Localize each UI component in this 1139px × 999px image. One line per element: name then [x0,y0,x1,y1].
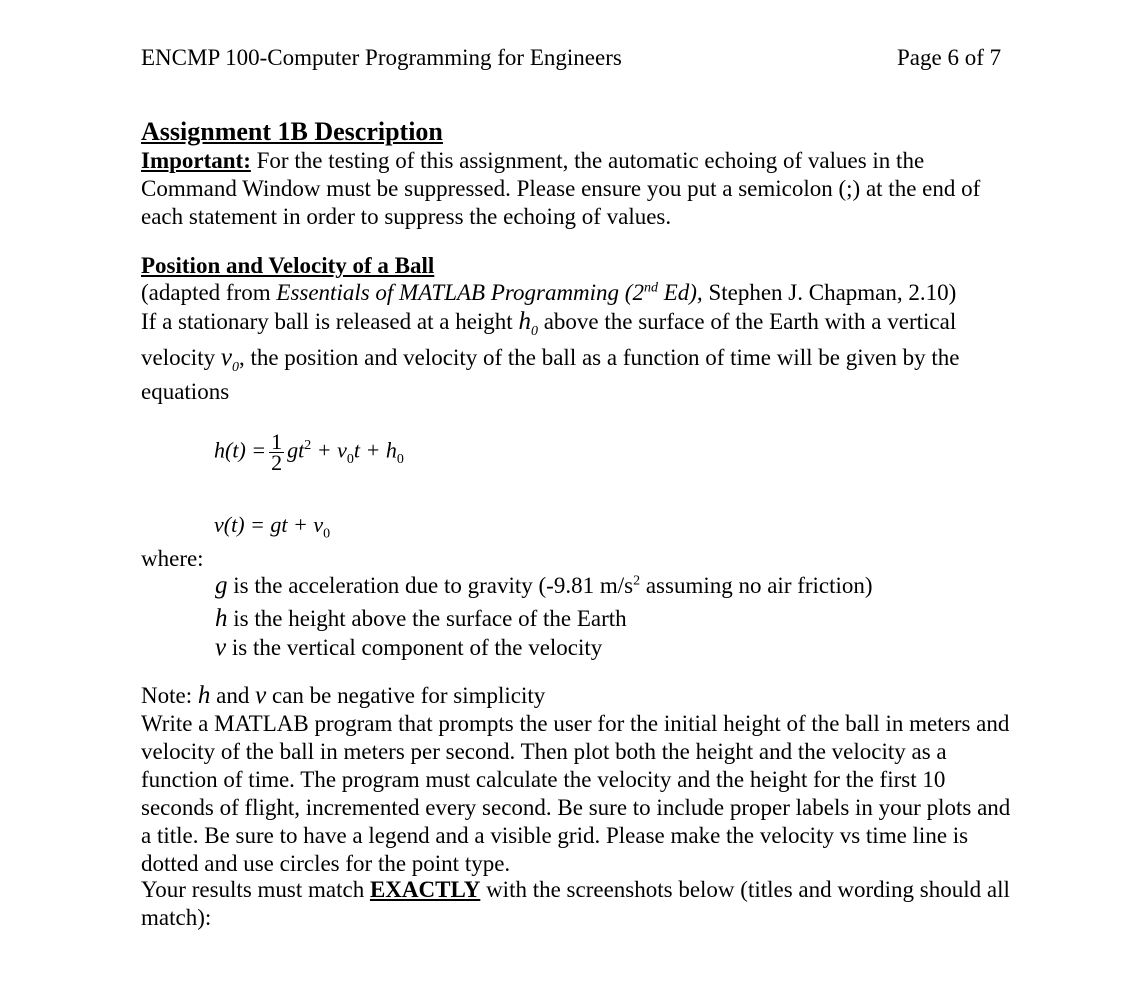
adapted-prefix: (adapted from [141,280,277,305]
g-end: assuming no air friction) [640,573,873,598]
h-term-h: t + h [353,437,397,463]
result-paragraph [141,876,1021,932]
page-number: Page 6 of 7 [897,45,1002,70]
book-name: Essentials of MATLAB Programming (2 [276,280,644,305]
intro-1-end: above the surface of the Earth with a vertical [537,309,957,334]
h-term-sup: 2 [304,438,312,454]
adapted-line [141,279,956,307]
adapted-suffix: Stephen J. Chapman, 2.10) [702,280,957,305]
v0-sub: 0 [231,360,239,375]
course-header: ENCMP 100-Computer Programming for Engineers [141,45,622,70]
where-label: where: [141,546,204,571]
one-half-fraction [269,429,284,475]
intro-line-3: equations [141,379,230,404]
section-title: Position and Velocity of a Ball [141,253,435,278]
intro-line-2 [141,344,960,375]
assignment-title: Assignment 1B Description [141,117,443,146]
important-paragraph [141,147,1021,231]
def-h [215,605,627,633]
book-end: Ed), [657,280,703,305]
g-sup: 2 [633,573,641,589]
g-text: is the acceleration due to gravity (-9.81 m/s [227,573,634,598]
g-symbol: g [215,572,228,599]
intro-2-start: velocity [141,345,221,370]
note-suffix: can be negative for simplicity [266,683,546,708]
h0-sub: 0 [530,324,538,339]
def-v [215,634,602,662]
h0-symbol: $h_0$ [518,308,538,339]
instructions-paragraph: Write a MATLAB program that prompts the user for the initial height of the ball in meters and velocity of the ball in meters per second. Then plot both the height and the velocity as a function of time. The program must calculate the velocity and the height for the first 10 seconds of flight, incremented every second. Be sure to include proper labels in your plots and a title. Be sure to have a legend and a visible grid. Please make the velocity vs time line is dotted and use circles for the point type. [141,711,1011,876]
book-edition-sup: nd [643,280,658,296]
v-equation-sub: 0 [323,526,331,542]
h-term-gt: gt [287,437,305,463]
h-term-h-sub: 0 [396,451,404,467]
h-symbol: h [215,605,228,632]
intro-1: If a stationary ball is released at a height [141,309,519,334]
note-prefix: Note: [141,683,198,708]
h-text: is the height above the surface of the Earth [227,606,627,631]
important-text: For the testing of this assignment, the automatic echoing of values in the Command Window must be suppressed. Please ensure you put a semicolon (;) at the end of each statement in order to suppress the echoing of values. [141,148,981,229]
intro-line-1 [141,308,957,339]
intro-2-end: , the position and velocity of the ball as a function of time will be given by the [238,345,960,370]
note-v: v [255,682,267,709]
h-term-v: + v [311,437,347,463]
frac-numerator: 1 [271,429,283,454]
important-label: Important: [141,148,251,173]
h-lhs: h(t) = [214,437,267,463]
note-and: and [210,683,256,708]
result-emphasis: EXACTLY [369,877,481,902]
note-h: h [197,682,211,709]
frac-denominator: 2 [271,450,283,475]
book-title [276,280,702,305]
v-text: is the vertical component of the velocity [226,635,603,660]
velocity-equation [214,511,331,542]
def-g [215,572,873,600]
v0-symbol: $v_0$ [220,344,239,375]
h-term-v-sub: 0 [346,451,354,467]
result-prefix: Your results must match [141,877,370,902]
v-equation-text: v(t) = gt + v [214,512,324,537]
height-equation [214,429,404,475]
v-symbol: v [215,634,227,661]
result-suffix: with the screenshots below (titles and wording should all match): [141,877,1010,930]
note-line [141,682,545,710]
